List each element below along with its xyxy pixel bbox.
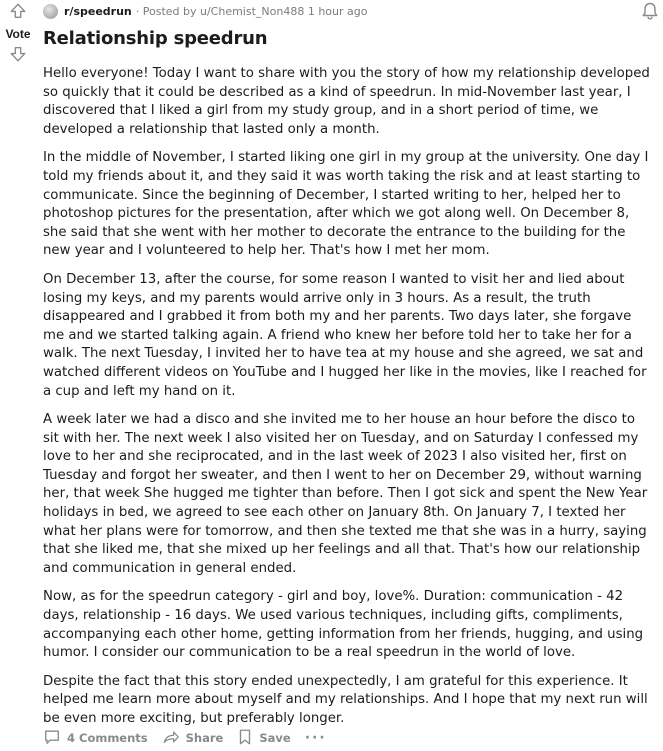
post-paragraph: Now, as for the speedrun category - girl and boy, love%. Duration: communication - 42 days, relationship - 16 days. We used various techniques, including gifts, compliments, accompanying each other home, getting information from her friends, hugging, and using humor. I consider our communication to be a real speedrun in the world of love. (43, 589, 644, 661)
bookmark-icon (237, 728, 259, 749)
subreddit-link[interactable]: r/speedrun (64, 4, 132, 18)
post-paragraph: Hello everyone! Today I want to share with you the story of how my relationship developed so quickly that it could be described as a kind of speedrun. In mid-November last year, I discovered that I liked a girl from my study group, and in a short period of time, we developed a relationship that lasted only a month. (43, 66, 650, 137)
bell-icon[interactable] (640, 1, 660, 25)
comments-label: 4 Comments (67, 731, 148, 745)
save-label: Save (259, 731, 291, 745)
post-meta (43, 0, 651, 22)
post-paragraph: Despite the fact that this story ended unexpectedly, I am grateful for this experience. It helped me learn more about myself and my relationships. And I hope that my next run will be even more exciting, but preferably longer. (43, 673, 648, 726)
arrow-down-icon[interactable] (9, 45, 27, 65)
comment-bubble-icon (43, 728, 67, 749)
post-paragraph: On December 13, after the course, for some reason I wanted to visit her and lied about losing my keys, and my parents would arrive only in 3 hours. As a result, the truth disappeared and I grabbed it from both my and her parents. Two days later, she forgave me and we started talking again. A friend who knew her before told her to take her for a walk. The next Tuesday, I invited her to have tea at my house and she agreed, we sat and watched different videos on YouTube and I hugged her like in the movies, like I reached for a cup and left my hand on it. (43, 271, 647, 399)
post-paragraph: A week later we had a disco and she invited me to her house an hour before the disco to sit with her. The next week I also visited her on Tuesday, and on Saturday I confessed my love to her and she reciprocated, and in the last week of 2023 I also visited her, first on Tuesday and forgot her sweater, and then I went to her on December 29, without warning her, that week She hugged me tighter than before. Then I got sick and spent the New Year holidays in bed, we agreed to see each other on January 8th. On January 7, I texted her what her plans were for tomorrow, and then she texted me that she was in a hurry, saying that she liked me, that she mixed up her feelings and all that. That's how our relationship and communication in general ended. (43, 412, 648, 576)
share-button[interactable] (162, 728, 224, 749)
arrow-up-icon[interactable] (9, 2, 27, 22)
post-title: Relationship speedrun (43, 28, 268, 49)
more-options-button[interactable]: ··· (304, 730, 327, 746)
post-paragraph: In the middle of November, I started liking one girl in my group at the university. One day I told my friends about it, and they said it was worth taking the risk and at least starting to communicate. Since the beginning of December, I started writing to her, helped her to photoshop pictures for the presentation, after which we got along well. On December 8, she said that she went with her mother to decorate the entrance to the building for the new year and I volunteered to help her. That's how I met her mom. (43, 150, 649, 259)
share-label: Share (185, 731, 224, 745)
subreddit-avatar[interactable] (43, 4, 58, 19)
vote-label: Vote (5, 27, 31, 41)
posted-by: · Posted by u/Chemist_Non488 1 hour ago (135, 4, 368, 18)
share-arrow-icon (162, 728, 186, 749)
save-button[interactable] (237, 728, 290, 749)
comments-button[interactable] (43, 728, 148, 749)
post-main (43, 0, 651, 746)
vote-column (0, 0, 36, 65)
post-actions (43, 726, 341, 750)
post-body (43, 65, 651, 729)
